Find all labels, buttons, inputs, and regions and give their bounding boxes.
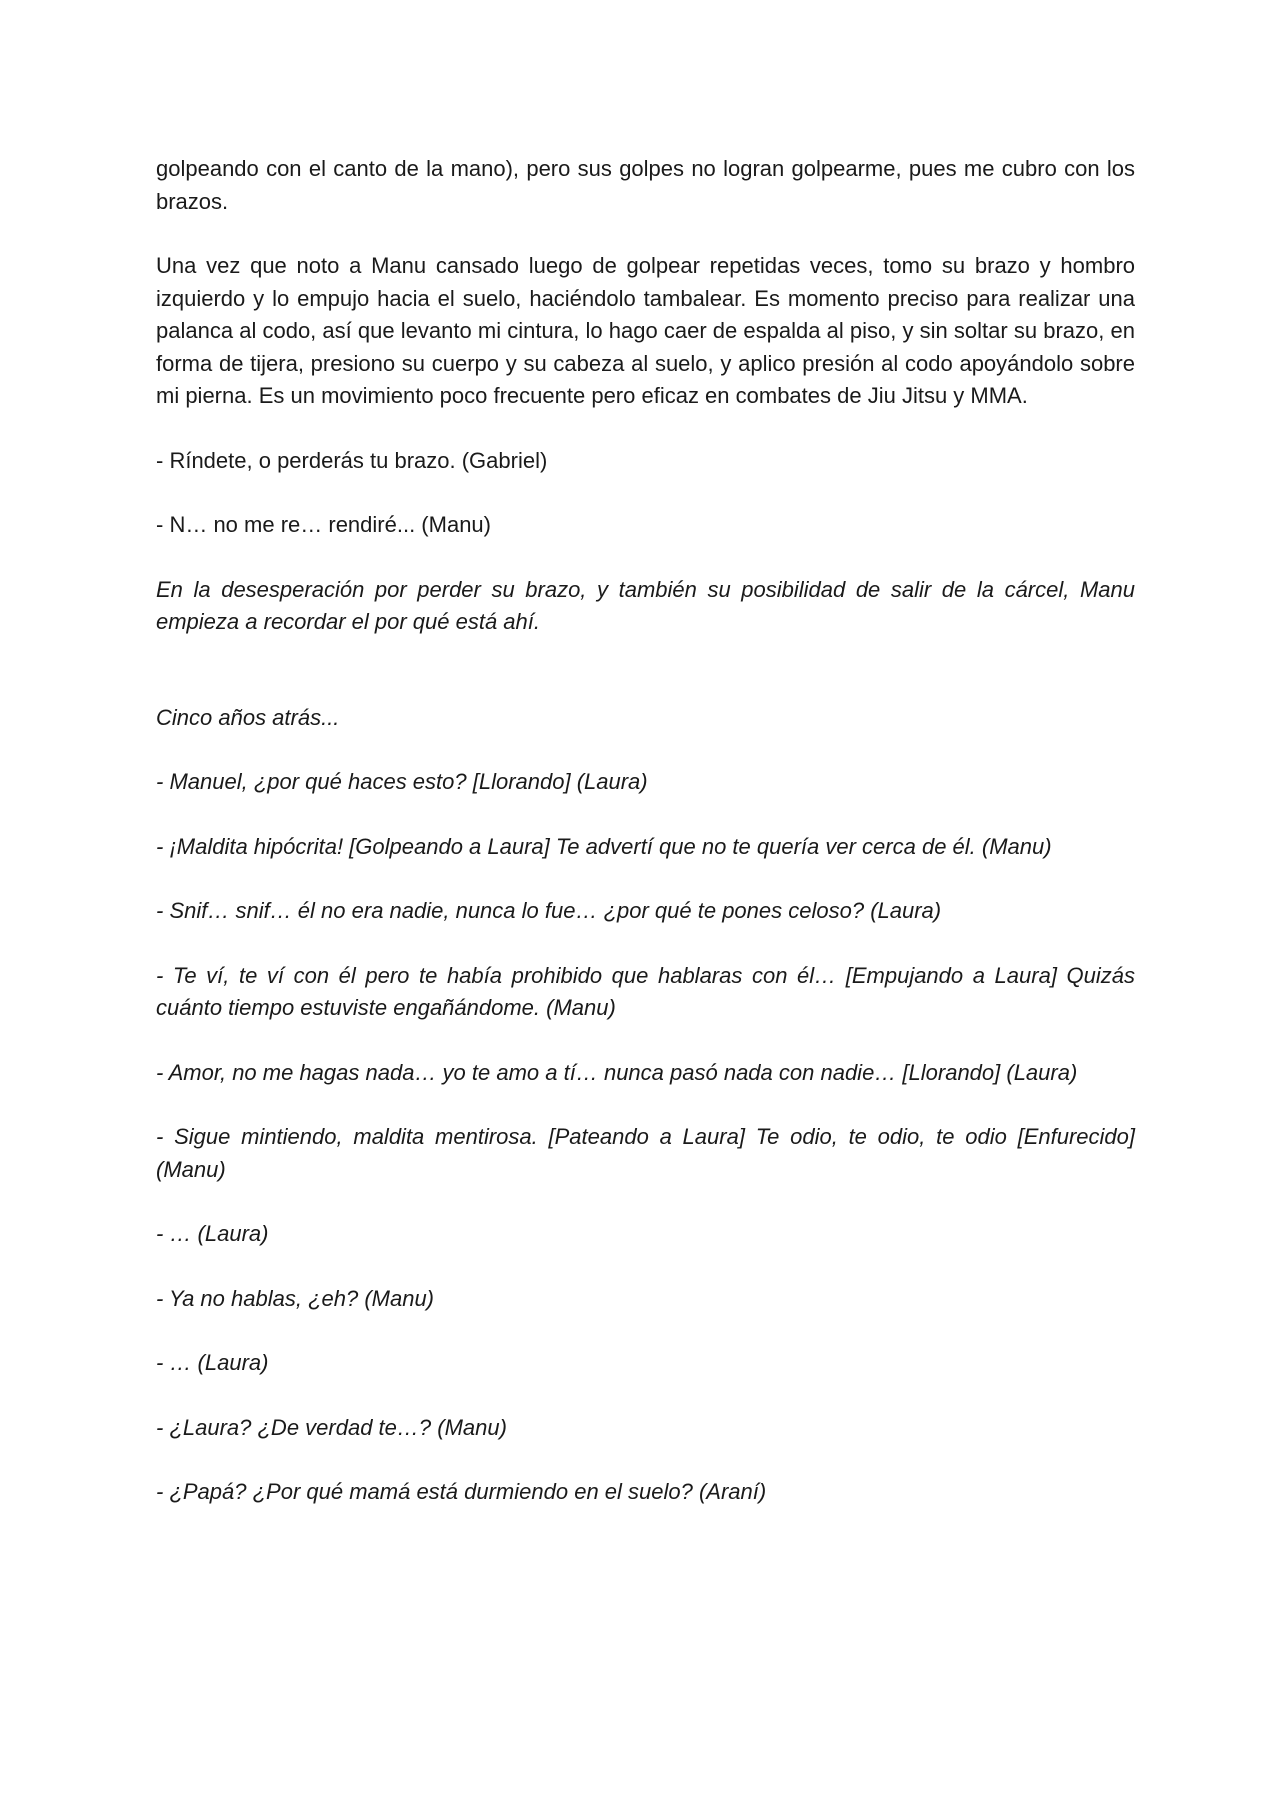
dialogue-line: - Manuel, ¿por qué haces esto? [Llorando] (Laura) [156, 769, 648, 794]
narrative-paragraph: Una vez que noto a Manu cansado luego de golpear repetidas veces, tomo su brazo y hombro izquierdo y lo empujo hacia el suelo, haciéndolo tambalear. Es momento preciso para realizar una palanca al codo, así que levanto mi cintura, lo hago caer de espalda al piso, y sin soltar su brazo, en forma de tijera, presiono su cuerpo y su cabeza al suelo, y aplico presión al codo apoyándolo sobre mi pierna. Es un movimiento poco frecuente pero eficaz en combates de Jiu Jitsu y MMA. [156, 253, 1135, 408]
dialogue-line: - Amor, no me hagas nada… yo te amo a tí… nunca pasó nada con nadie… [Llorando] (Laura) [156, 1059, 1078, 1085]
dialogue-line: - Te ví, te ví con él pero te había prohibido que hablaras con él… [Empujando a Laura] Quizás cuánto tiempo estuviste engañándome. (Manu) [156, 962, 1135, 1020]
dialogue-line: - ¿Papá? ¿Por qué mamá está durmiendo en el suelo? (Araní) [156, 1479, 767, 1504]
document-page [156, 153, 1135, 1541]
dialogue-line: - ¿Laura? ¿De verdad te…? (Manu) [156, 1414, 507, 1440]
dialogue-line: - … (Laura) [156, 1221, 269, 1246]
dialogue-line: - N… no me re… rendiré... (Manu) [156, 512, 491, 537]
dialogue-line: - Ya no hablas, ¿eh? (Manu) [156, 1285, 435, 1311]
italic-narrative-paragraph: En la desesperación por perder su brazo, y también su posibilidad de salir de la cárcel, Manu empieza a recordar el por qué está ahí. [156, 576, 1135, 634]
flashback-heading: Cinco años atrás... [156, 704, 340, 730]
dialogue-line: - … (Laura) [156, 1350, 269, 1375]
dialogue-line: - Sigue mintiendo, maldita mentirosa. [Pateando a Laura] Te odio, te odio, te odio [Enfurecido] (Manu) [156, 1124, 1135, 1182]
narrative-paragraph: golpeando con el canto de la mano), pero sus golpes no logran golpearme, pues me cubro con los brazos. [156, 156, 1135, 214]
dialogue-line: - ¡Maldita hipócrita! [Golpeando a Laura] Te advertí que no te quería ver cerca de él. (Manu) [156, 833, 1052, 859]
dialogue-line: - Snif… snif… él no era nadie, nunca lo fue… ¿por qué te pones celoso? (Laura) [156, 898, 942, 923]
dialogue-line: - Ríndete, o perderás tu brazo. (Gabriel) [156, 447, 548, 473]
